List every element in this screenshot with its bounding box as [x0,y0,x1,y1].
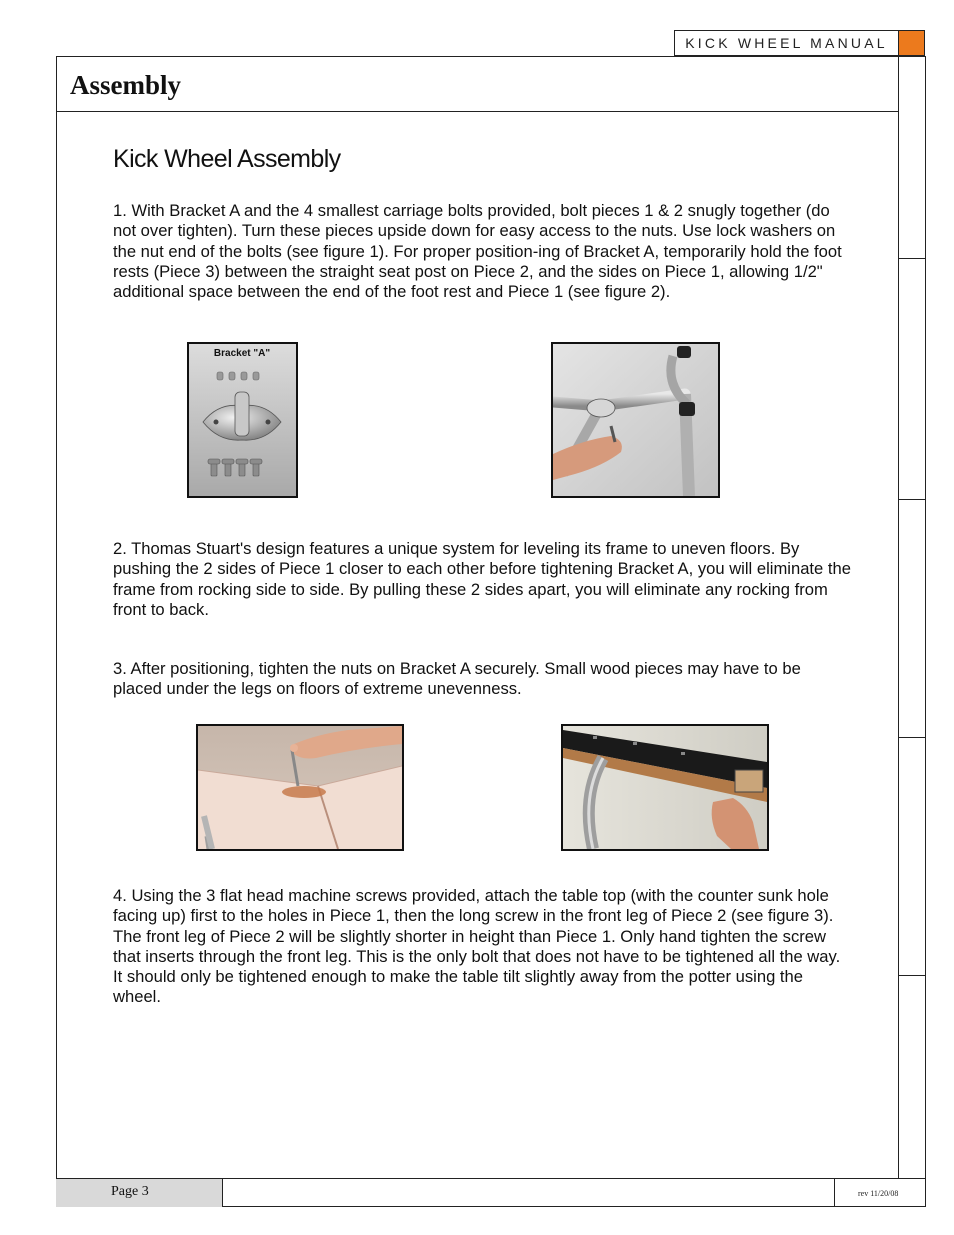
step-4-text: 4. Using the 3 flat head machine screws provided, attach the table top (with the counter sunk hole facing up) first to the holes in Piece 1, then the long screw in the front leg of Piece 2 (see figure 3). The front leg of Piece 2 will be slightly shorter in height than Piece 1. Only hand tighten the screw that inserts through the front leg. This is the only bolt that does not have to be tightened all the way. It should only be tightened enough to make the table tilt slightly away from the potter using the wheel. [113,886,841,1007]
bracket-a-photo [187,342,298,498]
manual-header-tab [674,30,898,56]
bracket-a-label: Bracket "A" [213,348,271,359]
rail-divider [898,975,926,976]
revision-date: rev 11/20/08 [858,1189,899,1198]
step-2-text: 2. Thomas Stuart's design features a unique system for leveling its frame to uneven floors. By pushing the 2 sides of Piece 1 closer to each other before tightening Bracket A, you will eliminate the frame from rocking side to side. By pulling these 2 sides apart, you will eliminate any rocking from front to back. [113,539,851,619]
rail-divider [898,258,926,259]
step-3-text: 3. After positioning, tighten the nuts on Bracket A securely. Small wood pieces may have to be placed under the legs on floors of extreme unevenness. [113,659,801,699]
header-accent-block [898,30,925,56]
rail-divider [898,737,926,738]
section-title: Assembly [70,70,182,100]
table-leg-photo [561,724,769,851]
page-number: Page 3 [111,1184,149,1199]
rail-divider [898,499,926,500]
tabletop-screw-photo [196,724,404,851]
manual-label: KICK WHEEL MANUAL [685,35,888,51]
page-number-cell [56,1178,223,1207]
section-header-bar [56,56,898,112]
step-1-text: 1. With Bracket A and the 4 smallest carriage bolts provided, bolt pieces 1 & 2 snugly together (do not over tighten). Turn these pieces upside down for easy access to the nuts. Use lock washers on the nut end of the bolts (see figure 1). For proper position-ing of Bracket A, temporarily hold the foot rests (Piece 3) between the straight seat post on Piece 2, and the sides on Piece 1, allowing 1/2" additional space between the end of the foot rest and Piece 1 (see figure 2). [113,201,842,302]
side-rail [898,56,926,1178]
document-title: Kick Wheel Assembly [113,145,341,173]
frame-bracket-photo [551,342,720,498]
